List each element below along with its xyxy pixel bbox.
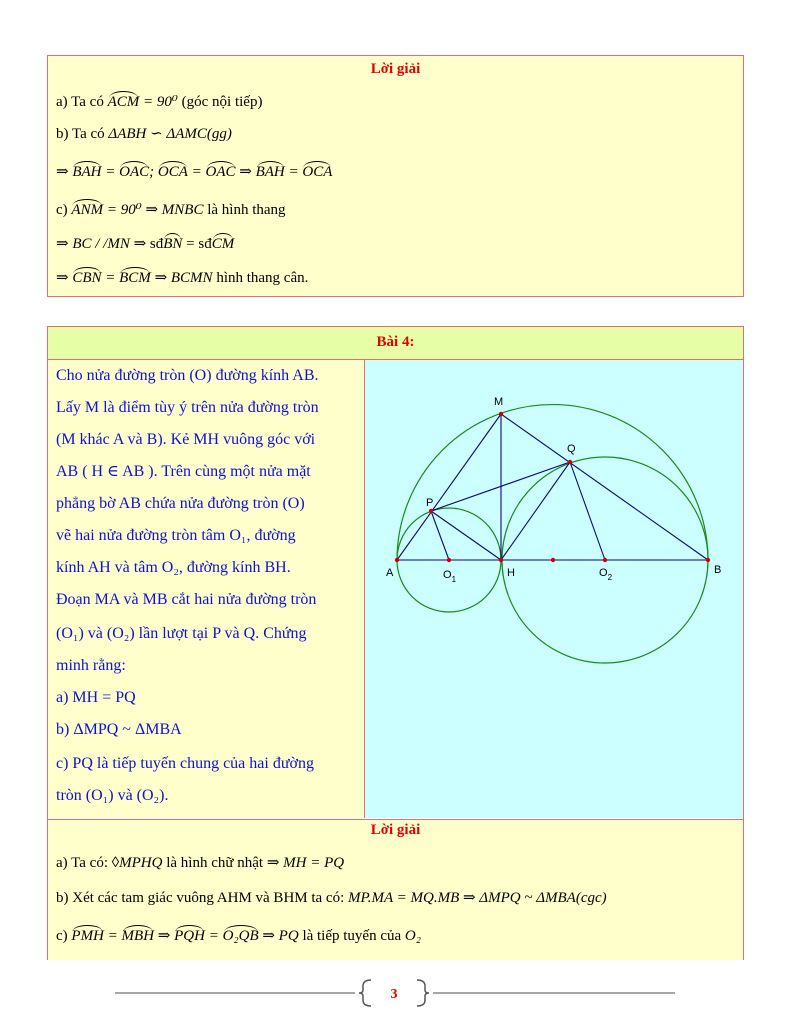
point-o1 <box>447 558 451 562</box>
geometry-figure <box>365 360 743 818</box>
problem-line: vẽ hai nửa đường tròn tâm O₁, đường <box>56 527 296 544</box>
semicircle-o <box>397 405 708 560</box>
problem-line: minh rằng: <box>56 657 126 674</box>
solution-line-angles: ⇒ BAH = OAC; OCA = OAC ⇒ BAH = OCA <box>56 164 333 180</box>
label-b: B <box>714 564 722 576</box>
label-o2: $O_2$ <box>599 567 613 582</box>
problem-line: c) PQ là tiếp tuyến chung của hai đường <box>56 755 314 772</box>
point-o2 <box>603 558 607 562</box>
problem-line: a) MH = PQ <box>56 689 136 706</box>
line-qo2 <box>570 462 605 560</box>
footer-ornament <box>115 978 675 1008</box>
solution-heading-top: Lời giải <box>370 61 421 77</box>
problem-line: phẳng bờ AB chứa nửa đường tròn (O) <box>56 495 305 512</box>
problem-line: kính AH và tâm O₂, đường kính BH. <box>56 559 291 576</box>
line-ph <box>431 511 501 560</box>
problem-line: Cho nửa đường tròn (O) đường kính AB. <box>56 367 319 384</box>
label-m: M <box>494 396 504 408</box>
point-a <box>395 558 399 562</box>
solution-box-bottom <box>48 819 743 960</box>
solution2-line-a: a) Ta có: ◊MPHQ là hình chữ nhật ⇒ MH = PQ <box>56 855 345 871</box>
solution-line-c: c) ANM = 90⁰ ⇒ MNBC là hình thang <box>56 202 286 218</box>
label-p: P <box>426 497 434 509</box>
problem-line: AB ( H ∈ AB ). Trên cùng một nửa mặt <box>56 463 311 480</box>
label-h: H <box>507 567 515 579</box>
problem-line: b) ΔMPQ ~ ΔMBA <box>56 721 182 738</box>
solution-line-b: b) Ta có ΔABH ∽ ΔAMC(gg) <box>56 126 232 142</box>
problem-line: (O₁) và (O₂) lần lượt tại P và Q. Chứng <box>56 625 307 642</box>
point-b <box>706 558 710 562</box>
problem-line: Đoạn MA và MB cắt hai nửa đường tròn <box>56 591 317 608</box>
label-q: Q <box>567 443 576 455</box>
solution2-line-c: c) PMH = MBH ⇒ PQH = O₂QB ⇒ PQ là tiếp tuyến của O₂ <box>56 928 421 944</box>
problem-4-header <box>48 327 743 360</box>
solution-box-top <box>47 55 744 297</box>
problem-statement <box>48 360 365 818</box>
solution-line-trapezoid: ⇒ CBN = BCM ⇒ BCMN hình thang cân. <box>56 270 309 286</box>
point-q <box>568 460 572 464</box>
solution-heading-bottom: Lời giải <box>370 822 421 838</box>
solution-line-a: a) Ta có ACM = 90⁰ (góc nội tiếp) <box>56 94 263 110</box>
line-po1 <box>431 511 449 560</box>
point-o <box>551 558 555 562</box>
line-qh <box>501 462 570 560</box>
page-footer <box>115 978 675 1008</box>
footer-brace-left <box>359 980 371 1006</box>
line-ma <box>397 414 501 560</box>
page-number: 3 <box>390 987 398 1002</box>
geometry-figure-svg <box>365 360 743 818</box>
problem-4-box <box>47 326 744 960</box>
solution2-line-b: b) Xét các tam giác vuông AHM và BHM ta có: MP.MA = MQ.MB ⇒ ΔMPQ ~ ΔMBA(cgc) <box>56 890 607 906</box>
point-h <box>499 558 503 562</box>
problem-line: (M khác A và B). Kẻ MH vuông góc với <box>56 431 316 448</box>
point-p <box>429 509 433 513</box>
solution-line-parallel: ⇒ BC / /MN ⇒ sđBN = sđCM <box>56 236 235 252</box>
footer-brace-right <box>417 980 429 1006</box>
problem-line: tròn (O₁) và (O₂). <box>56 787 169 804</box>
label-o1: $O_1$ <box>443 569 457 584</box>
problem-4-heading: Bài 4: <box>376 334 415 350</box>
point-m <box>499 412 503 416</box>
label-a: A <box>386 567 394 579</box>
problem-line: Lấy M là điểm tùy ý trên nửa đường tròn <box>56 399 319 416</box>
